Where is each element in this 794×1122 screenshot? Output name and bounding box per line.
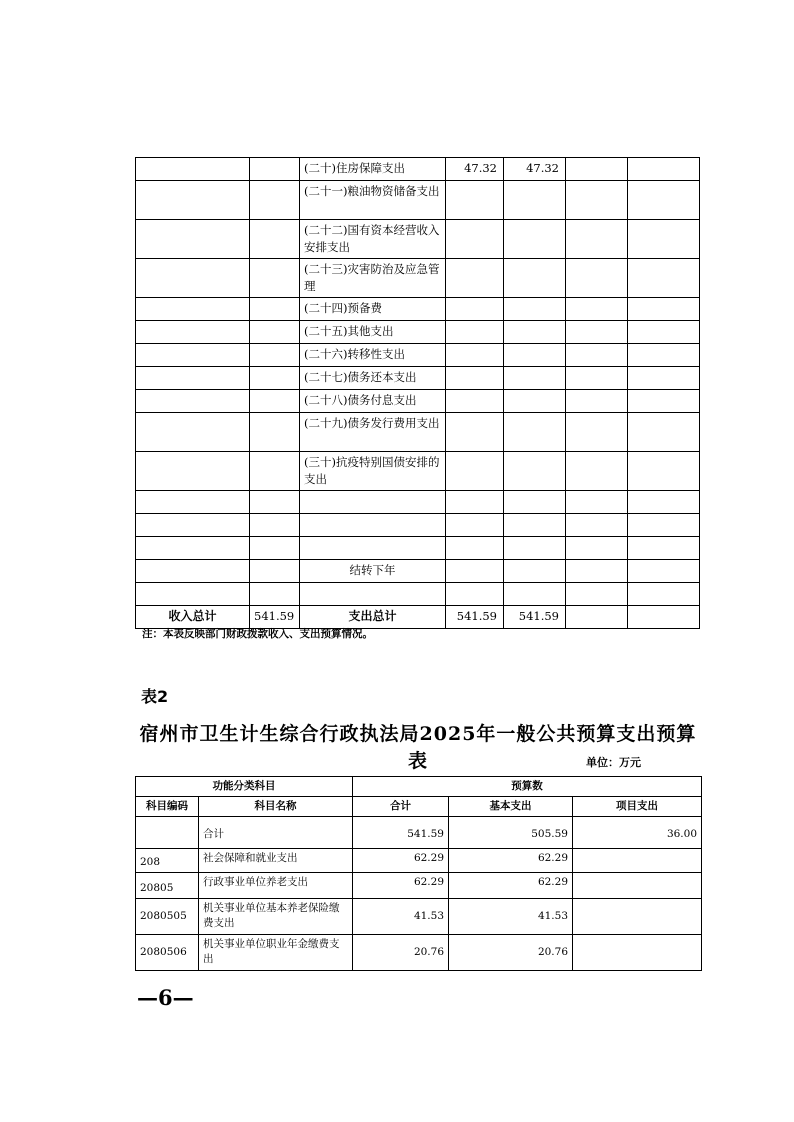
header-basic: 基本支出	[449, 797, 573, 817]
table-row	[136, 491, 700, 514]
table-row	[136, 367, 700, 390]
table-row	[136, 181, 700, 220]
row-total: 541.59	[353, 817, 449, 849]
header-row	[136, 797, 702, 817]
row-basic: 505.59	[449, 817, 573, 849]
table-row	[136, 560, 700, 583]
item-name: (二十二)国有资本经营收入安排支出	[300, 220, 446, 259]
income-total-label: 收入总计	[136, 606, 250, 629]
row-basic: 62.29	[449, 849, 573, 873]
budget-summary-table	[135, 157, 700, 629]
header-row	[136, 777, 702, 797]
row-basic: 62.29	[449, 873, 573, 899]
header-project: 项目支出	[573, 797, 702, 817]
row-project	[573, 849, 702, 873]
table-label: 表2	[141, 687, 169, 706]
general-budget-expense-table	[135, 776, 702, 971]
header-code: 科目编码	[136, 797, 199, 817]
table-note: 注：本表反映部门财政拨款收入、支出预算情况。	[142, 628, 373, 640]
row-code: 208	[136, 849, 199, 873]
page-number: —6—	[137, 985, 194, 1010]
row-code: 2080505	[136, 899, 199, 935]
table-row	[136, 259, 700, 298]
table-row	[136, 849, 702, 873]
table-row	[136, 514, 700, 537]
row-code: 20805	[136, 873, 199, 899]
item-name: (二十九)债务发行费用支出	[300, 413, 446, 452]
row-name: 机关事业单位基本养老保险缴费支出	[199, 899, 353, 935]
row-code: 2080506	[136, 935, 199, 971]
table-row	[136, 899, 702, 935]
item-name: (二十)住房保障支出	[300, 158, 446, 181]
item-name: (二十六)转移性支出	[300, 344, 446, 367]
row-name: 合计	[199, 817, 353, 849]
row-project	[573, 899, 702, 935]
table-row	[136, 537, 700, 560]
item-name: (二十七)债务还本支出	[300, 367, 446, 390]
row-basic: 20.76	[449, 935, 573, 971]
unit-label: 单位：万元	[586, 756, 641, 769]
row-project: 36.00	[573, 817, 702, 849]
row-project	[573, 873, 702, 899]
row-name: 社会保障和就业支出	[199, 849, 353, 873]
row-name: 行政事业单位养老支出	[199, 873, 353, 899]
expense-total-value: 541.59	[446, 606, 504, 629]
item-name: (三十)抗疫特别国债安排的支出	[300, 452, 446, 491]
table-row	[136, 873, 702, 899]
row-total: 41.53	[353, 899, 449, 935]
row-total: 62.29	[353, 873, 449, 899]
table-row	[136, 344, 700, 367]
table-row	[136, 817, 702, 849]
header-budget: 预算数	[353, 777, 702, 797]
header-total: 合计	[353, 797, 449, 817]
row-total: 62.29	[353, 849, 449, 873]
table-row	[136, 583, 700, 606]
item-name: (二十三)灾害防治及应急管理	[300, 259, 446, 298]
table-row	[136, 220, 700, 259]
income-total-value: 541.59	[250, 606, 300, 629]
header-func-class: 功能分类科目	[136, 777, 353, 797]
item-value: 47.32	[446, 158, 504, 181]
table-row	[136, 413, 700, 452]
item-value: 47.32	[504, 158, 566, 181]
carry-forward-label: 结转下年	[300, 560, 446, 583]
row-code	[136, 817, 199, 849]
row-total: 20.76	[353, 935, 449, 971]
table-row	[136, 298, 700, 321]
item-name: (二十八)债务付息支出	[300, 390, 446, 413]
page-title: 宿州市卫生计生综合行政执法局2025年一般公共预算支出预算表	[139, 723, 697, 772]
table-row	[136, 935, 702, 971]
item-name: (二十四)预备费	[300, 298, 446, 321]
table-row	[136, 390, 700, 413]
item-name: (二十五)其他支出	[300, 321, 446, 344]
expense-total-label: 支出总计	[300, 606, 446, 629]
header-name: 科目名称	[199, 797, 353, 817]
row-basic: 41.53	[449, 899, 573, 935]
expense-total-value: 541.59	[504, 606, 566, 629]
table-row	[136, 158, 700, 181]
row-project	[573, 935, 702, 971]
item-name: (二十一)粮油物资储备支出	[300, 181, 446, 220]
row-name: 机关事业单位职业年金缴费支出	[199, 935, 353, 971]
table-row	[136, 452, 700, 491]
table-row	[136, 321, 700, 344]
